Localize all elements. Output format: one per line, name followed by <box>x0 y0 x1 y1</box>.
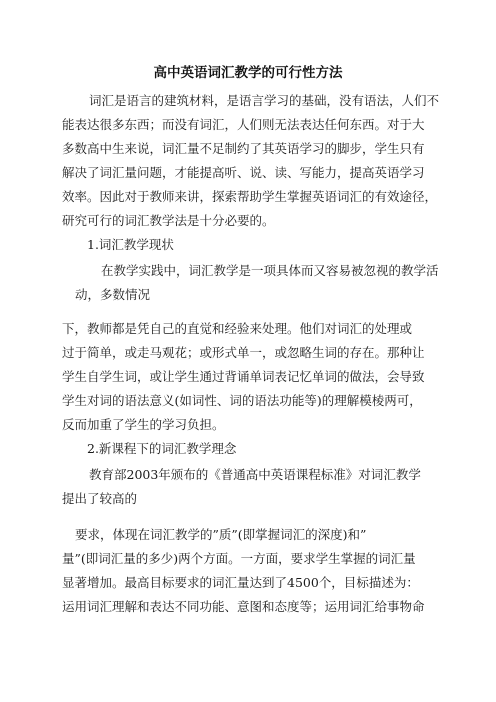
document-title: 高中英语词汇教学的可行性方法 <box>153 65 343 81</box>
paragraph-line: 研究可行的词汇教学法是十分必要的。 <box>62 213 275 228</box>
paragraph-line: 过于简单，或走马观花；或形式单一，或忽略生词的存在。那种让 <box>62 345 425 360</box>
paragraph-line: 反而加重了学生的学习负担。 <box>62 417 225 432</box>
paragraph-line: 学生自学生词，或让学生通过背诵单词表记忆单词的做法，会导致 <box>62 369 425 384</box>
paragraph-line: 词汇是语言的建筑材料，是语言学习的基础，没有语法，人们不 <box>89 93 440 108</box>
paragraph-line: 下，教师都是凭自己的直觉和经验来处理。他们对词汇的处理或 <box>62 321 413 336</box>
paragraph-line: 显著增加。最高目标要求的词汇量达到了4500个，目标描述为： <box>62 575 419 590</box>
paragraph-line: 运用词汇理解和表达不同功能、意图和态度等；运用词汇给事物命 <box>62 599 425 614</box>
paragraph-line: 提出了较高的 <box>62 491 138 506</box>
paragraph-line: 解决了词汇量问题，才能提高听、说、读、写能力，提高英语学习 <box>62 165 425 180</box>
paragraph-line: 多数高中生来说，词汇量不足制约了其英语学习的脚步，学生只有 <box>62 141 425 156</box>
section-heading: 1.词汇教学现状 <box>87 237 174 252</box>
paragraph-line: 教育部2003年颁布的《普通高中英语课程标准》对词汇教学 <box>89 467 421 482</box>
paragraph-line: 量”(即词汇量的多少)两个方面。一方面，要求学生掌握的词汇量 <box>62 551 416 566</box>
paragraph-line: 效率。因此对于教师来讲，探索帮助学生掌握英语词汇的有效途径， <box>62 189 438 204</box>
paragraph-line: 要求，体现在词汇教学的”质”(即掌握词汇的深度)和” <box>75 527 367 542</box>
paragraph-line: 学生对词的语法意义(如词性、词的语法功能等)的理解模棱两可， <box>62 393 422 408</box>
section-heading: 2.新课程下的词汇教学理念 <box>87 441 237 456</box>
paragraph-line: 在教学实践中，词汇教学是一项具体而又容易被忽视的教学活 <box>101 263 439 278</box>
paragraph-line: 能表达很多东西；而没有词汇，人们则无法表达任何东西。对于大 <box>62 117 425 132</box>
paragraph-line: 动，多数情况 <box>75 287 151 302</box>
